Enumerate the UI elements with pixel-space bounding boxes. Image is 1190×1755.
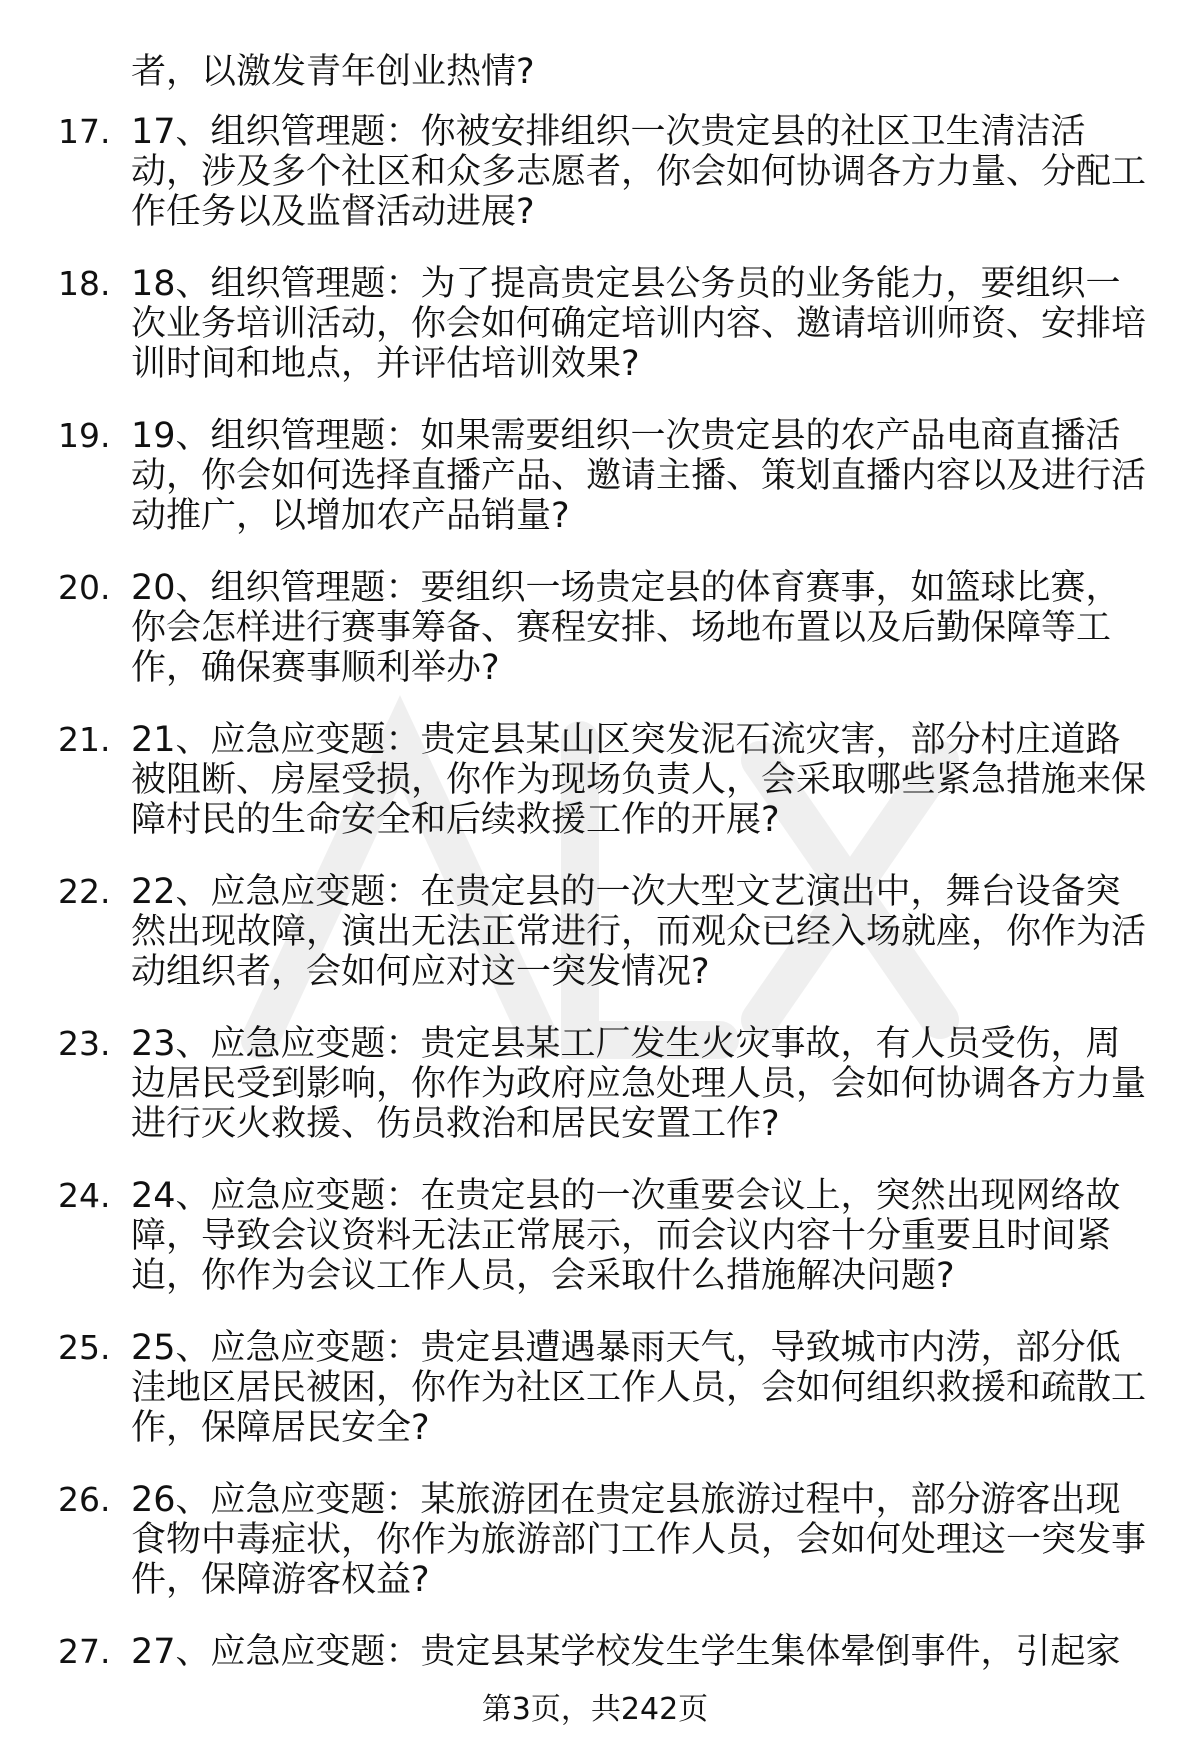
- question-item: [0, 872, 1151, 992]
- page-footer: 第3页，共242页: [481, 1692, 709, 1727]
- question-number: 20.: [58, 568, 111, 607]
- question-text: 20、组织管理题：要组织一场贵定县的体育赛事，如篮球比赛，你会怎样进行赛事筹备、赛程安排、场地布置以及后勤保障等工作，确保赛事顺利举办?: [131, 568, 1121, 688]
- question-item: [0, 1632, 1151, 1672]
- question-text: 22、应急应变题：在贵定县的一次大型文艺演出中，舞台设备突然出现故障，演出无法正常进行，而观众已经入场就座，你作为活动组织者，会如何应对这一突发情况?: [131, 872, 1147, 992]
- question-list: [0, 112, 1190, 1672]
- question-text: 27、应急应变题：贵定县某学校发生学生集体晕倒事件，引起家: [131, 1632, 1121, 1672]
- question-item: [0, 1480, 1151, 1600]
- question-text: 25、应急应变题：贵定县遭遇暴雨天气，导致城市内涝，部分低洼地区居民被困，你作为社区工作人员，会如何组织救援和疏散工作，保障居民安全?: [131, 1328, 1147, 1448]
- question-item: [0, 112, 1151, 232]
- question-item: [0, 1328, 1151, 1448]
- question-number: 26.: [58, 1480, 111, 1519]
- question-number: 18.: [58, 264, 111, 303]
- question-number: 24.: [58, 1176, 111, 1215]
- question-text: 19、组织管理题：如果需要组织一次贵定县的农产品电商直播活动，你会如何选择直播产品、邀请主播、策划直播内容以及进行活动推广，以增加农产品销量?: [131, 416, 1147, 536]
- question-text: 21、应急应变题：贵定县某山区突发泥石流灾害，部分村庄道路被阻断、房屋受损，你作为现场负责人，会采取哪些紧急措施来保障村民的生命安全和后续救援工作的开展?: [131, 720, 1147, 840]
- question-number: 21.: [58, 720, 111, 759]
- question-number: 19.: [58, 416, 111, 455]
- question-text: 18、组织管理题：为了提高贵定县公务员的业务能力，要组织一次业务培训活动，你会如何确定培训内容、邀请培训师资、安排培训时间和地点，并评估培训效果?: [131, 264, 1147, 384]
- question-number: 23.: [58, 1024, 111, 1063]
- question-number: 22.: [58, 872, 111, 911]
- question-number: 17.: [58, 112, 111, 151]
- page-content: [0, 52, 1190, 1704]
- question-text: 17、组织管理题：你被安排组织一次贵定县的社区卫生清洁活动，涉及多个社区和众多志愿者，你会如何协调各方力量、分配工作任务以及监督活动进展?: [131, 112, 1147, 232]
- question-text: 24、应急应变题：在贵定县的一次重要会议上，突然出现网络故障，导致会议资料无法正常展示，而会议内容十分重要且时间紧迫，你作为会议工作人员，会采取什么措施解决问题?: [131, 1176, 1121, 1296]
- question-text: 26、应急应变题：某旅游团在贵定县旅游过程中，部分游客出现食物中毒症状，你作为旅游部门工作人员，会如何处理这一突发事件，保障游客权益?: [131, 1480, 1147, 1600]
- question-item: [0, 1176, 1151, 1296]
- question-item: [0, 720, 1151, 840]
- question-item: [0, 416, 1151, 536]
- continuation-text: 者，以激发青年创业热情?: [131, 52, 535, 92]
- question-text: 23、应急应变题：贵定县某工厂发生火灾事故，有人员受伤，周边居民受到影响，你作为政府应急处理人员，会如何协调各方力量进行灭火救援、伤员救治和居民安置工作?: [131, 1024, 1147, 1144]
- question-number: 25.: [58, 1328, 111, 1367]
- question-item: [0, 1024, 1151, 1144]
- question-item: [0, 568, 1151, 688]
- question-item: [0, 264, 1151, 384]
- question-number: 27.: [58, 1632, 111, 1671]
